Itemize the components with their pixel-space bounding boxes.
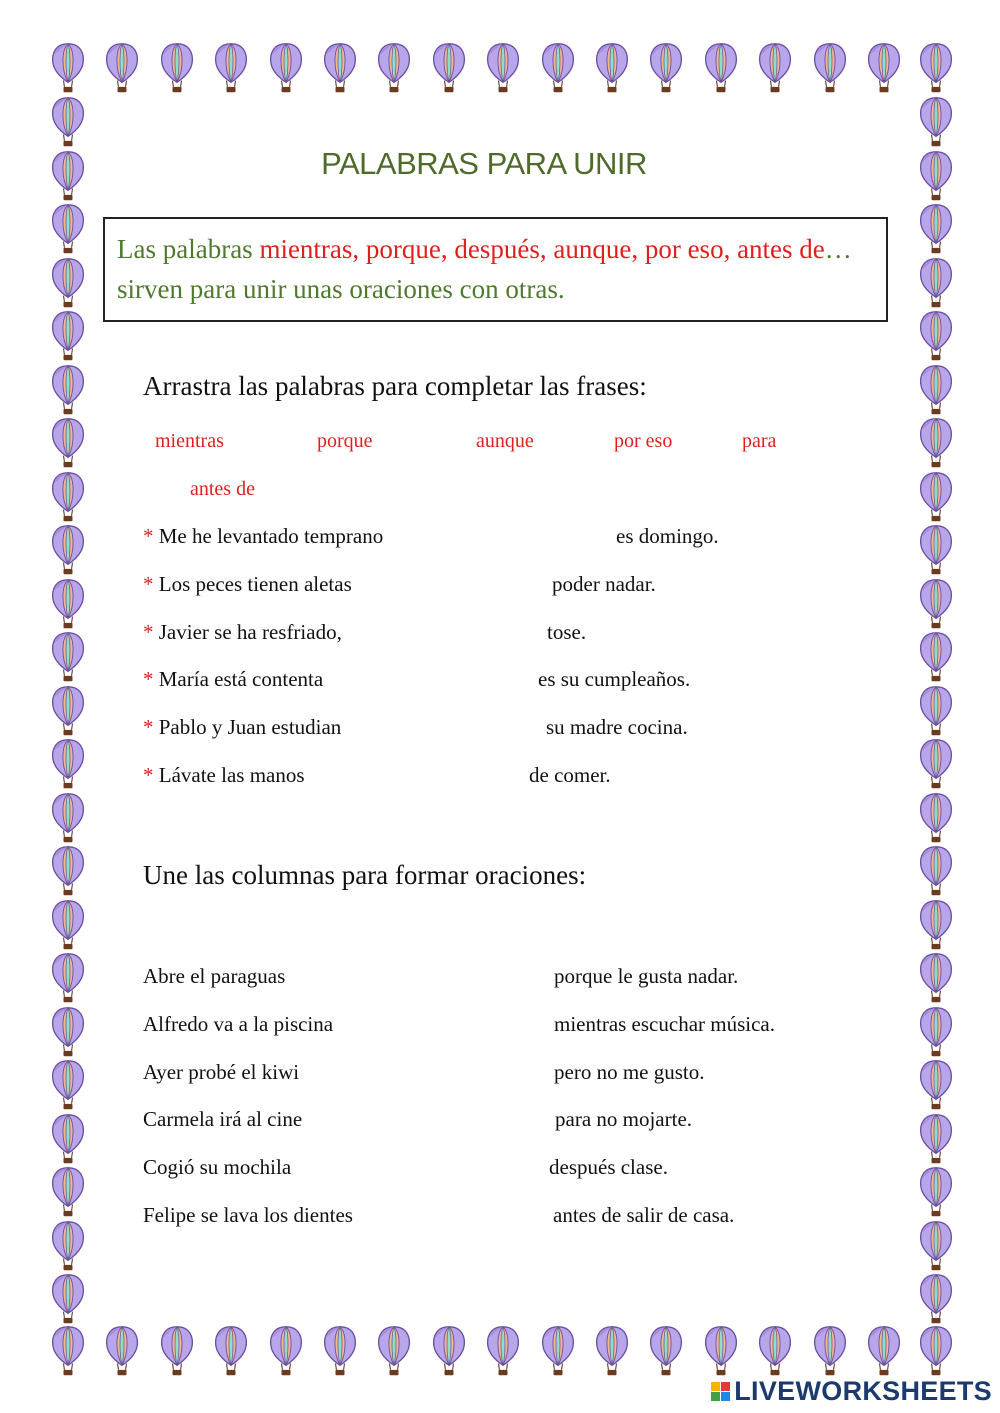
sentence-4-start xyxy=(143,667,323,692)
hot-air-balloon-icon xyxy=(703,1325,739,1377)
sentence-5-start xyxy=(143,715,341,740)
hot-air-balloon-icon xyxy=(50,845,86,897)
hot-air-balloon-icon xyxy=(918,899,954,951)
hot-air-balloon-icon xyxy=(918,631,954,683)
hot-air-balloon-icon xyxy=(812,1325,848,1377)
hot-air-balloon-icon xyxy=(50,738,86,790)
hot-air-balloon-icon xyxy=(50,524,86,576)
hot-air-balloon-icon xyxy=(918,364,954,416)
hot-air-balloon-icon xyxy=(50,578,86,630)
info-connectors: mientras, porque, después, aunque, por eso, antes de xyxy=(259,234,825,264)
hot-air-balloon-icon xyxy=(50,1220,86,1272)
logo-text: LIVEWORKSHEETS xyxy=(734,1376,992,1406)
hot-air-balloon-icon xyxy=(50,792,86,844)
hot-air-balloon-icon xyxy=(431,1325,467,1377)
hot-air-balloon-icon xyxy=(485,1325,521,1377)
drag-word-aunque[interactable]: aunque xyxy=(476,430,534,452)
hot-air-balloon-icon xyxy=(322,1325,358,1377)
bullet-star: * xyxy=(143,572,154,596)
hot-air-balloon-icon xyxy=(50,42,86,94)
hot-air-balloon-icon xyxy=(812,42,848,94)
hot-air-balloon-icon xyxy=(918,1220,954,1272)
drag-instruction: Arrastra las palabras para completar las frases: xyxy=(143,371,647,401)
match-right-6[interactable]: antes de salir de casa. xyxy=(553,1203,735,1227)
match-right-2[interactable]: mientras escuchar música. xyxy=(554,1012,775,1036)
sentence-6-start xyxy=(143,763,305,788)
hot-air-balloon-icon xyxy=(540,1325,576,1377)
hot-air-balloon-icon xyxy=(918,1273,954,1325)
match-right-3[interactable]: pero no me gusto. xyxy=(554,1060,705,1084)
bullet-star: * xyxy=(143,524,154,548)
sentence-3-start xyxy=(143,620,342,645)
drag-word-para[interactable]: para xyxy=(742,430,777,452)
hot-air-balloon-icon xyxy=(866,42,902,94)
hot-air-balloon-icon xyxy=(376,1325,412,1377)
hot-air-balloon-icon xyxy=(50,1006,86,1058)
sentence-1-start xyxy=(143,524,383,549)
hot-air-balloon-icon xyxy=(50,96,86,148)
hot-air-balloon-icon xyxy=(594,1325,630,1377)
hot-air-balloon-icon xyxy=(50,203,86,255)
hot-air-balloon-icon xyxy=(918,203,954,255)
hot-air-balloon-icon xyxy=(376,42,412,94)
hot-air-balloon-icon xyxy=(918,1006,954,1058)
hot-air-balloon-icon xyxy=(918,685,954,737)
hot-air-balloon-icon xyxy=(50,1325,86,1377)
hot-air-balloon-icon xyxy=(50,310,86,362)
hot-air-balloon-icon xyxy=(50,364,86,416)
match-instruction: Une las columnas para formar oraciones: xyxy=(143,860,587,890)
info-box xyxy=(103,217,888,322)
match-left-3[interactable]: Ayer probé el kiwi xyxy=(143,1060,300,1084)
hot-air-balloon-icon xyxy=(159,1325,195,1377)
sentence-6-end: de comer. xyxy=(529,763,611,787)
drag-word-mientras[interactable]: mientras xyxy=(155,430,224,452)
bullet-star: * xyxy=(143,763,154,787)
sentence-text: Me he levantado temprano xyxy=(158,524,384,548)
hot-air-balloon-icon xyxy=(703,42,739,94)
hot-air-balloon-icon xyxy=(485,42,521,94)
sentence-4-end: es su cumpleaños. xyxy=(538,667,691,691)
hot-air-balloon-icon xyxy=(918,578,954,630)
match-right-4[interactable]: para no mojarte. xyxy=(555,1107,693,1131)
hot-air-balloon-icon xyxy=(918,1325,954,1377)
hot-air-balloon-icon xyxy=(648,1325,684,1377)
hot-air-balloon-icon xyxy=(50,257,86,309)
hot-air-balloon-icon xyxy=(540,42,576,94)
sentence-3-end: tose. xyxy=(547,620,587,644)
hot-air-balloon-icon xyxy=(50,685,86,737)
hot-air-balloon-icon xyxy=(918,1113,954,1165)
hot-air-balloon-icon xyxy=(918,792,954,844)
sentence-text: Lávate las manos xyxy=(158,763,305,787)
hot-air-balloon-icon xyxy=(918,524,954,576)
hot-air-balloon-icon xyxy=(50,1166,86,1218)
match-left-4[interactable]: Carmela irá al cine xyxy=(143,1107,303,1131)
hot-air-balloon-icon xyxy=(50,952,86,1004)
drag-word-por-eso[interactable]: por eso xyxy=(614,430,673,452)
hot-air-balloon-icon xyxy=(918,952,954,1004)
hot-air-balloon-icon xyxy=(757,42,793,94)
bullet-star: * xyxy=(143,715,154,739)
bullet-star: * xyxy=(143,620,154,644)
hot-air-balloon-icon xyxy=(918,42,954,94)
liveworksheets-logo[interactable] xyxy=(711,1376,992,1407)
hot-air-balloon-icon xyxy=(159,42,195,94)
hot-air-balloon-icon xyxy=(594,42,630,94)
hot-air-balloon-icon xyxy=(50,631,86,683)
match-left-6[interactable]: Felipe se lava los dientes xyxy=(143,1203,353,1227)
liveworksheets-logo-icon xyxy=(711,1382,730,1401)
match-left-5[interactable]: Cogió su mochila xyxy=(143,1155,292,1179)
sentence-5-end: su madre cocina. xyxy=(546,715,688,739)
sentence-text: Pablo y Juan estudian xyxy=(158,715,342,739)
sentence-1-end: es domingo. xyxy=(616,524,719,548)
drag-word-porque[interactable]: porque xyxy=(317,430,373,452)
hot-air-balloon-icon xyxy=(50,1273,86,1325)
hot-air-balloon-icon xyxy=(104,1325,140,1377)
sentence-text: Javier se ha resfriado, xyxy=(158,620,342,644)
bullet-star: * xyxy=(143,667,154,691)
sentence-text: Los peces tienen aletas xyxy=(158,572,352,596)
hot-air-balloon-icon xyxy=(213,42,249,94)
page-title: PALABRAS PARA UNIR xyxy=(321,146,647,181)
hot-air-balloon-icon xyxy=(431,42,467,94)
sentence-text: María está contenta xyxy=(158,667,324,691)
match-right-1[interactable]: porque le gusta nadar. xyxy=(554,964,739,988)
info-tail: …sirven para unir unas oraciones con otras. xyxy=(117,234,852,304)
hot-air-balloon-icon xyxy=(50,1059,86,1111)
match-right-5[interactable]: después clase. xyxy=(549,1155,668,1179)
hot-air-balloon-icon xyxy=(268,42,304,94)
hot-air-balloon-icon xyxy=(918,1166,954,1218)
sentence-2-start xyxy=(143,572,352,597)
match-left-2[interactable]: Alfredo va a la piscina xyxy=(143,1012,334,1036)
hot-air-balloon-icon xyxy=(322,42,358,94)
hot-air-balloon-icon xyxy=(268,1325,304,1377)
hot-air-balloon-icon xyxy=(50,417,86,469)
match-left-1[interactable]: Abre el paraguas xyxy=(143,964,286,988)
hot-air-balloon-icon xyxy=(50,1113,86,1165)
hot-air-balloon-icon xyxy=(757,1325,793,1377)
hot-air-balloon-icon xyxy=(918,417,954,469)
drag-word-antes-de[interactable]: antes de xyxy=(190,478,255,500)
hot-air-balloon-icon xyxy=(648,42,684,94)
hot-air-balloon-icon xyxy=(50,471,86,523)
sentence-2-end: poder nadar. xyxy=(552,572,656,596)
hot-air-balloon-icon xyxy=(918,845,954,897)
hot-air-balloon-icon xyxy=(918,310,954,362)
hot-air-balloon-icon xyxy=(866,1325,902,1377)
hot-air-balloon-icon xyxy=(213,1325,249,1377)
hot-air-balloon-icon xyxy=(104,42,140,94)
info-lead: Las palabras xyxy=(117,234,260,264)
hot-air-balloon-icon xyxy=(918,471,954,523)
hot-air-balloon-icon xyxy=(918,96,954,148)
hot-air-balloon-icon xyxy=(918,1059,954,1111)
hot-air-balloon-icon xyxy=(918,257,954,309)
hot-air-balloon-icon xyxy=(50,899,86,951)
hot-air-balloon-icon xyxy=(918,738,954,790)
